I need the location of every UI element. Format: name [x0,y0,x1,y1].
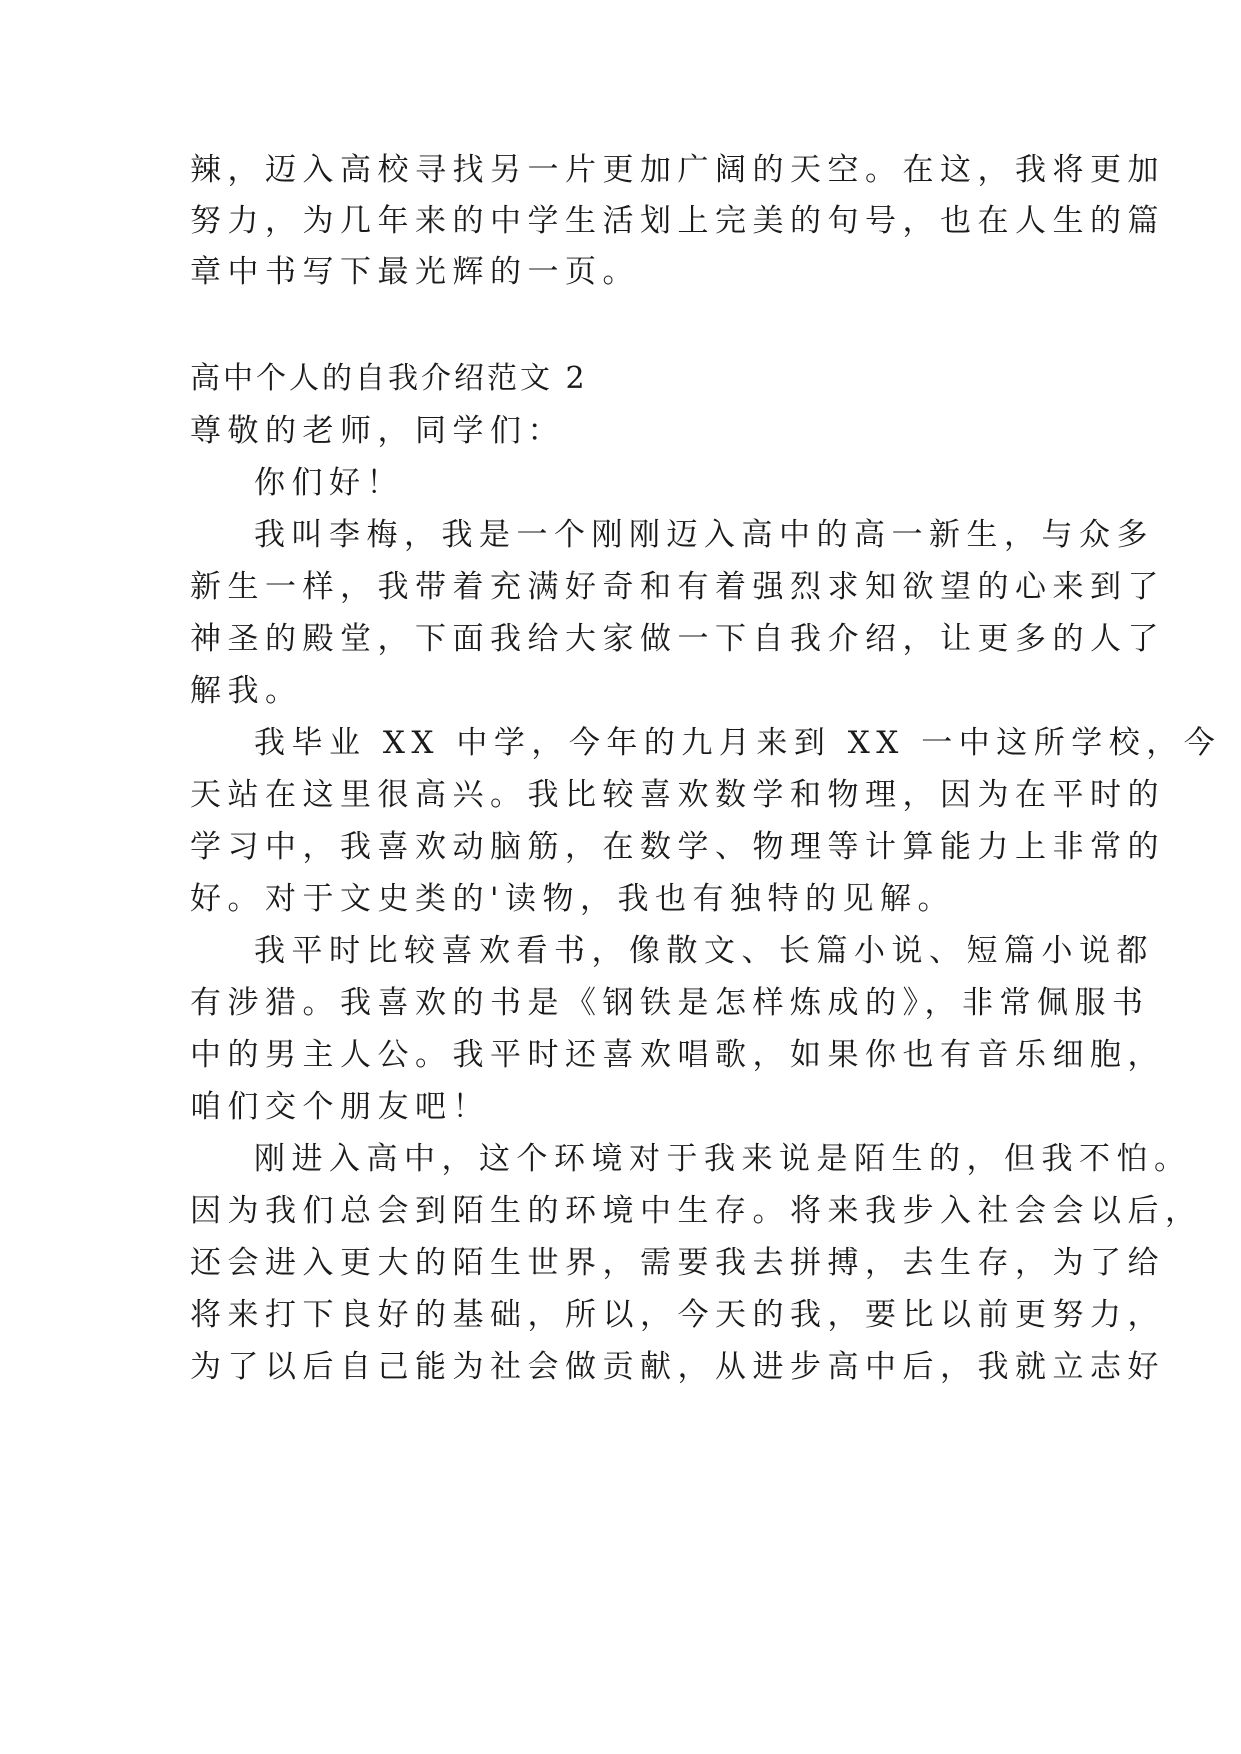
text-line: 努力，为几年来的中学生活划上完美的句号，也在人生的篇 [190,203,1165,239]
text-line: 我叫李梅，我是一个刚刚迈入高中的高一新生，与众多 [254,517,1154,553]
text-line: 刚进入高中，这个环境对于我来说是陌生的，但我不怕。 [254,1141,1192,1177]
salutation: 尊敬的老师，同学们： [190,413,565,449]
text-line: 解我。 [190,673,303,709]
text-line: 有涉猎。我喜欢的书是《钢铁是怎样炼成的》，非常佩服书 [190,985,1150,1021]
text-line: 天站在这里很高兴。我比较喜欢数学和物理，因为在平时的 [190,777,1165,813]
text-line: 为了以后自己能为社会做贡献，从进步高中后，我就立志好 [190,1349,1165,1385]
text-line: 将来打下良好的基础，所以，今天的我，要比以前更努力， [190,1297,1165,1333]
text-line: 中的男主人公。我平时还喜欢唱歌，如果你也有音乐细胞， [190,1037,1165,1073]
text-line: 我平时比较喜欢看书，像散文、长篇小说、短篇小说都 [254,933,1154,969]
text-line: 还会进入更大的陌生世界，需要我去拼搏，去生存，为了给 [190,1245,1165,1281]
text-line: 好。对于文史类的'读物，我也有独特的见解。 [190,881,956,917]
text-line: 神圣的殿堂，下面我给大家做一下自我介绍，让更多的人了 [190,621,1165,657]
text-line: 因为我们总会到陌生的环境中生存。将来我步入社会会以后， [190,1193,1203,1229]
text-line: 辣，迈入高校寻找另一片更加广阔的天空。在这，我将更加 [190,152,1165,188]
text-line: 学习中，我喜欢动脑筋，在数学、物理等计算能力上非常的 [190,829,1165,865]
text-line: 章中书写下最光辉的一页。 [190,254,640,290]
text-line: 咱们交个朋友吧！ [190,1089,490,1125]
greeting: 你们好！ [254,465,404,501]
text-line: 新生一样，我带着充满好奇和有着强烈求知欲望的心来到了 [190,569,1165,605]
section-title: 高中个人的自我介绍范文 2 [190,361,588,396]
text-line: 我毕业 XX 中学，今年的九月来到 XX 一中这所学校，今 [254,725,1222,761]
